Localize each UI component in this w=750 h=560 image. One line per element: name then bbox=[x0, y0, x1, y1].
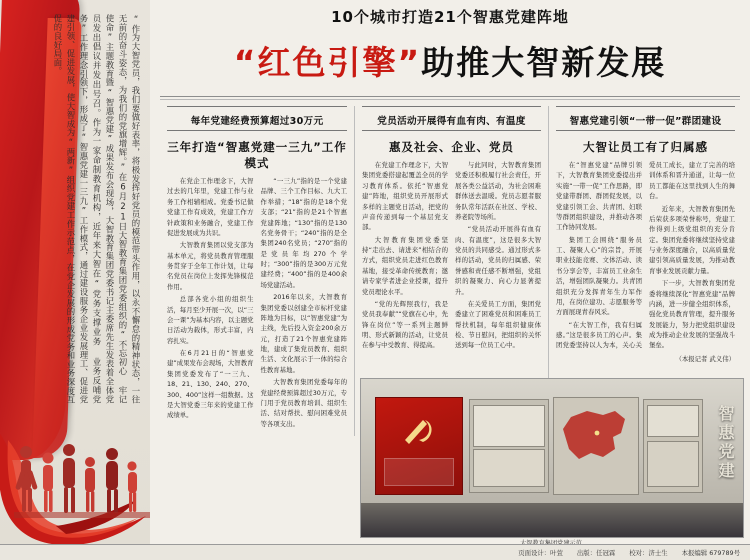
photo-floor bbox=[361, 503, 743, 537]
left-decorative-column bbox=[0, 0, 150, 560]
masthead bbox=[160, 6, 740, 84]
column-rule bbox=[167, 106, 347, 107]
paragraph: 在党企工作理念下，大智过去的几年里，党建工作与业务工作相辅相成。党委书记做党建工作有成效，党建工作方针政策和业务融合，党建工作促进发展成为共识。 bbox=[167, 177, 254, 237]
column-rule bbox=[167, 130, 347, 131]
paragraph: 大智教育集团以党支部为基本单元，将党员教育管理服务贯穿于全年工作计划，让每名党员在岗位上发挥先锋模范作用。 bbox=[167, 241, 254, 291]
column-1-subhead: 每年党建经费预算超过30万元 bbox=[190, 116, 324, 127]
display-panel-text bbox=[473, 449, 545, 487]
column-rule bbox=[556, 130, 735, 131]
left-column-vertical-text: “作为大智党员，我们要做好表率，将极发挥好党员的模范带头作用，以永不懈怠的精神状态，一往无前的奋斗姿态，为我们的党旗增辉。”在6月21日大智教育集团党委组织的“不忘初心 牢记使命”主题教育暨“智惠党建”成果发布会现场，大智教育集团党委书记主委席先生发表着全体党员发出倡议并发出号召。作为一家命制教育机构，近年来大智在“党务支撑业务 业务反哺党务”工作理念引领下，形成了“智惠党建一三九”工作模式，通过建设服务企业发展理工、促进党建引领、促进发展，使大智成为“两新”组织党建工作示范点，在党企发展的形成党务和业务深度互促的良好局面。 bbox=[52, 14, 141, 404]
article-signature: （本报记者 武义伟） bbox=[675, 354, 735, 363]
footer-item-editor: 出版：任冠霖 bbox=[576, 549, 616, 557]
column-2-headline: 惠及社会、企业、党员 bbox=[389, 140, 514, 154]
paragraph: 大智教育集团党委每年的党建经费预算超过30万元，专门用于党员教育培训、组织生活、结对帮扶、慰问困难党员等各项支出。 bbox=[260, 378, 347, 428]
column-1-headline: 三年打造“智惠党建一三九”工作模式 bbox=[167, 140, 347, 170]
paragraph: 总部各党小组的组织生活，每月至少开展一次，以“三会一课”为基本内容，以主题党日活动为载体，形式丰富，内容扎实。 bbox=[167, 295, 254, 345]
column-rule bbox=[362, 106, 541, 107]
footer-item-edition: 本报编辑 679789号 bbox=[681, 549, 740, 557]
masthead-kicker: 10个城市打造21个智惠党建阵地 bbox=[331, 8, 569, 26]
column-3-body bbox=[556, 160, 735, 352]
paragraph: “在大智工作，我有归属感。”这是很多员工的心声。集团党委坚持以人为本，关心关爱员工成长，建立了完善的培训体系和晋升通道，让每一位员工都能在这里找到人生的舞台。 bbox=[556, 161, 735, 350]
paragraph: 近年来，大智教育集团先后荣获多项荣誉称号，党建工作得到上级党组织的充分肯定。集团党委将继续坚持党建与业务深度融合，以高质量党建引领高质量发展，为推动教育事业发展贡献力量。 bbox=[649, 204, 735, 275]
article-column-1 bbox=[160, 106, 354, 436]
china-map-icon bbox=[557, 403, 631, 469]
paragraph: 下一步，大智教育集团党委将继续深化“智惠党建”品牌内涵，进一步健全组织体系，强化党员教育管理，提升服务发展能力，努力把党组织建设成为推动企业发展的坚强战斗堡垒。 bbox=[649, 279, 735, 350]
paragraph: 在6月21日的“智惠党建”成果发布会现场，大智教育集团党委发布了“一三九、18、21、130、240、270、300、400”这样一组数据。这是大智党委三年来的党建工作成绩单。 bbox=[167, 349, 254, 420]
photo-wall-text: 智惠党建 bbox=[716, 405, 735, 481]
people-silhouette-illustration bbox=[14, 422, 150, 518]
masthead-rule-thin bbox=[160, 99, 740, 100]
paragraph: 在“智惠党建”品牌引领下，大智教育集团党委提出并实施“一带一促”工作思路，即党建带群团、群团促发展，以党建引领工会、共青团、妇联等群团组织建设，并推动各项工作协同发展。 bbox=[556, 161, 642, 232]
masthead-rule bbox=[160, 96, 740, 97]
paragraph: “党的光辉照我行，我是党员我奉献”“党旗在心中，先锋在岗位”等一系列主题鲜明、形式新颖的活动，让党员在参与中受教育、得提高。 bbox=[362, 299, 448, 350]
paragraph: 在党建工作理念下，大智集团党委搭建起覆盖全员的学习教育体系。依托“智惠党建”阵地，组织党员开展形式多样的主题党日活动，把党的声音传递到每一个基层党支部。 bbox=[362, 161, 448, 232]
column-1-body bbox=[167, 176, 347, 429]
paragraph: “党员活动开展得有血有肉、有温度”，这是很多大智党员的共同感受。通过形式多样的活动，党员的归属感、荣誉感和责任感不断增强，党组织的凝聚力、向心力显著提升。 bbox=[455, 225, 541, 296]
party-emblem-panel bbox=[375, 397, 463, 495]
paragraph: 与此同时，大智教育集团党委还积极履行社会责任，开展各类公益活动，为社会困难群体送去温暖。党员志愿者服务队常年活跃在社区、学校、养老院等场所。 bbox=[455, 161, 541, 221]
column-rule bbox=[362, 130, 541, 131]
display-panel-right-image bbox=[647, 405, 699, 437]
paragraph: 在关爱员工方面，集团党委建立了困难党员和困难员工帮扶机制，每年组织健康体检、节日慰问，把组织的关怀送到每一位员工心中。 bbox=[455, 299, 541, 350]
footer-item-proofreader: 校对：济士生 bbox=[629, 549, 668, 557]
headline-black-part: 助推大智新发展 bbox=[421, 43, 667, 82]
hammer-sickle-icon bbox=[399, 414, 439, 448]
headline-red-part: “红色引擎” bbox=[233, 43, 422, 82]
page-footer bbox=[0, 544, 750, 560]
column-3-subhead: 智惠党建引领“一带一促”群团建设 bbox=[569, 116, 722, 127]
display-panel-image bbox=[473, 405, 545, 447]
paragraph: “一三九”指的是一个党建品牌、三个工作目标、九大工作举措；“18”指的是18个党支部；“21”指的是21个智惠党建阵地；“130”指的是130名党务骨干；“240”指的是全集团240名党员；“270”指的是党员年均270个学时；“300”指的是300万元党建经费；“400”指的是400余场党建活动。 bbox=[260, 177, 347, 289]
exhibition-photo bbox=[360, 378, 744, 538]
column-2-body bbox=[362, 160, 541, 353]
column-2-subhead: 党员活动开展得有血有肉、有温度 bbox=[377, 116, 526, 127]
paragraph: 大智教育集团党委坚持“走出去、请进来”相结合的方式，组织党员走进红色教育基地，接受革命传统教育；邀请专家学者进企业授课，提升党员理论水平。 bbox=[362, 235, 448, 296]
paragraph: 2016年以来，大智教育集团党委以创建全市标杆党建阵地为目标，以“智惠党建”为主线，先后投入资金200余万元，打造了21个智惠党建阵地，建成了集党员教育、组织生活、文化展示于一体的综合性教育基地。 bbox=[260, 293, 347, 374]
footer-item-designer: 页面设计：叶萱 bbox=[518, 549, 563, 557]
column-3-headline: 大智让员工有了归属感 bbox=[583, 140, 708, 154]
page-title bbox=[160, 37, 740, 84]
column-rule bbox=[556, 106, 735, 107]
paragraph: 集团工会围绕“服务员工、凝聚人心”的宗旨，开展职业技能竞赛、文体活动、读书分享会等，丰富员工业余生活，增强团队凝聚力。共青团组织充分发挥青年生力军作用，在岗位建功、志愿服务等方面展现青春风采。 bbox=[556, 235, 642, 317]
display-panel-right-text bbox=[647, 441, 699, 487]
